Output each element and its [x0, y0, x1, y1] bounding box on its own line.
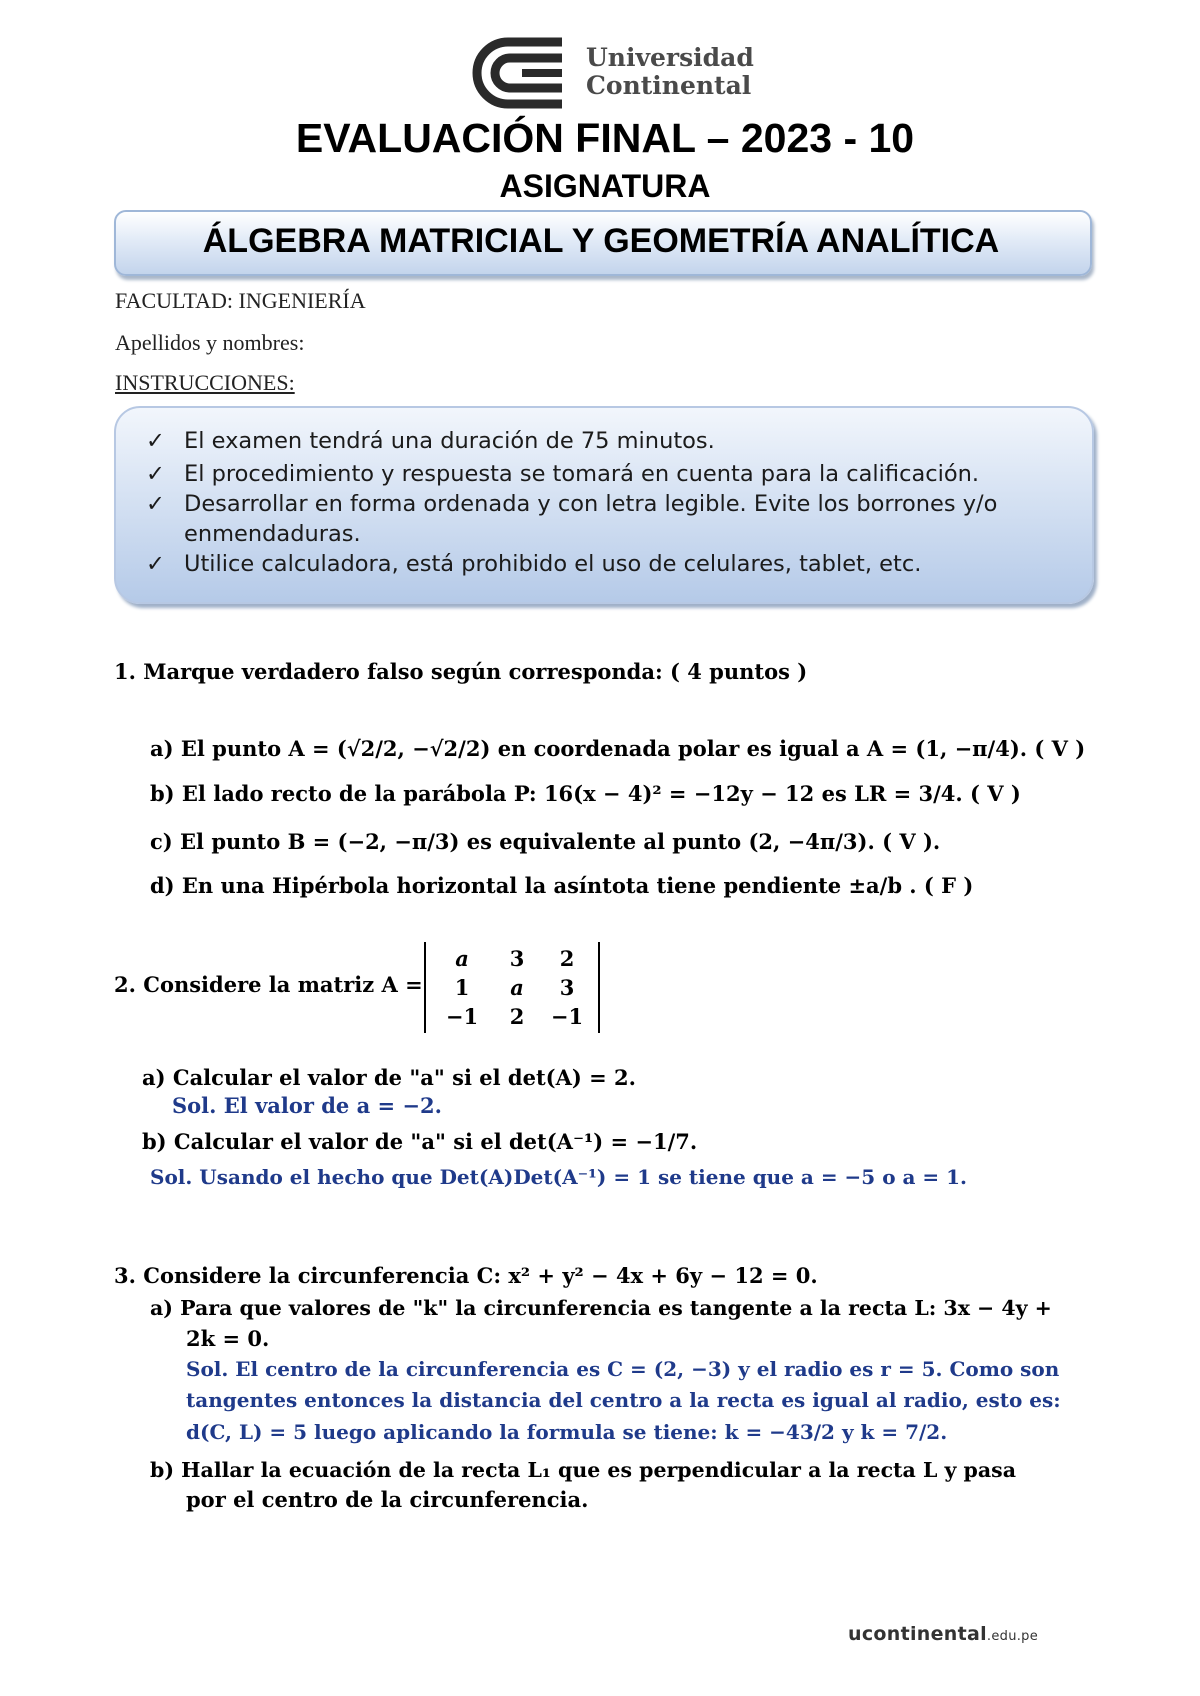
matrix-cell: a [510, 975, 524, 1000]
question-3b-line2: por el centro de la circunferencia. [186, 1487, 589, 1512]
instructions-label: INSTRUCCIONES: [115, 370, 295, 395]
question-1d: d) En una Hipérbola horizontal la asíntota tiene pendiente ±a/b . ( F ) [150, 873, 974, 898]
instruction-item: ✓ Desarrollar en forma ordenada y con letra legible. Evite los borrones y/o [146, 491, 998, 517]
instruction-item-continued: enmendaduras. [184, 521, 361, 547]
question-3a-solution-line2: tangentes entonces la distancia del centro a la recta es igual al radio, esto es: [186, 1388, 1061, 1412]
question-2a-solution: Sol. El valor de a = −2. [172, 1093, 442, 1118]
check-icon: ✓ [146, 491, 165, 517]
matrix-cell: 2 [509, 1004, 525, 1029]
matrix-A [424, 942, 600, 1033]
question-1c: c) El punto B = (−2, −π/3) es equivalente al punto (2, −4π/3). ( V ). [150, 829, 941, 854]
matrix-cell: a [455, 946, 469, 971]
logo-line1: Universidad [586, 43, 754, 72]
university-logo [470, 36, 754, 110]
footer-brand: ucontinental.edu.pe [848, 1623, 1039, 1645]
question-3b-line1: b) Hallar la ecuación de la recta L₁ que es perpendicular a la recta L y pasa [150, 1458, 1016, 1482]
matrix-cell: 3 [509, 946, 525, 971]
logo-line2: Continental [586, 71, 752, 100]
instruction-item: ✓ El procedimiento y respuesta se tomará en cuenta para la calificación. [146, 461, 980, 487]
matrix-cell: −1 [445, 1004, 479, 1029]
check-icon: ✓ [146, 428, 165, 454]
check-icon: ✓ [146, 461, 165, 487]
matrix-cell: 1 [454, 975, 470, 1000]
question-2a: a) Calcular el valor de "a" si el det(A) = 2. [142, 1065, 636, 1090]
student-name-field: Apellidos y nombres: [115, 330, 305, 355]
instruction-item: ✓ El examen tendrá una duración de 75 minutos. [146, 428, 715, 454]
question-3a-line1: a) Para que valores de "k" la circunferencia es tangente a la recta L: 3x − 4y + [150, 1296, 1052, 1320]
faculty-field: FACULTAD: INGENIERÍA [115, 288, 366, 313]
question-1b: b) El lado recto de la parábola P: 16(x − 4)² = −12y − 12 es LR = 3/4. ( V ) [150, 781, 1021, 806]
question-1-stem: 1. Marque verdadero falso según corresponda: ( 4 puntos ) [114, 659, 808, 684]
exam-title: EVALUACIÓN FINAL – 2023 - 10 [295, 115, 915, 161]
matrix-cell: 2 [559, 946, 575, 971]
question-3a-line2: 2k = 0. [186, 1326, 270, 1351]
subject-label: ASIGNATURA [499, 168, 711, 204]
matrix-cell: 3 [559, 975, 575, 1000]
matrix-cell: −1 [550, 1004, 584, 1029]
question-1a: a) El punto A = (√2/2, −√2/2) en coordenada polar es igual a A = (1, −π/4). ( V ) [150, 736, 1086, 761]
question-3-stem: 3. Considere la circunferencia C: x² + y² − 4x + 6y − 12 = 0. [114, 1263, 818, 1288]
question-3a-solution-line1: Sol. El centro de la circunferencia es C = (2, −3) y el radio es r = 5. Como son [186, 1357, 1060, 1381]
question-3a-solution-line3: d(C, L) = 5 luego aplicando la formula se tiene: k = −43/2 y k = 7/2. [186, 1420, 948, 1444]
question-2b: b) Calcular el valor de "a" si el det(A⁻¹) = −1/7. [142, 1129, 698, 1154]
course-name: ÁLGEBRA MATRICIAL Y GEOMETRÍA ANALÍTICA [202, 222, 1000, 260]
logo-mark-icon [470, 36, 570, 110]
check-icon: ✓ [146, 551, 165, 577]
question-2-stem: 2. Considere la matriz A = [114, 972, 423, 997]
instruction-item: ✓ Utilice calculadora, está prohibido el uso de celulares, tablet, etc. [146, 551, 922, 577]
question-2b-solution: Sol. Usando el hecho que Det(A)Det(A⁻¹) = 1 se tiene que a = −5 o a = 1. [150, 1165, 968, 1189]
